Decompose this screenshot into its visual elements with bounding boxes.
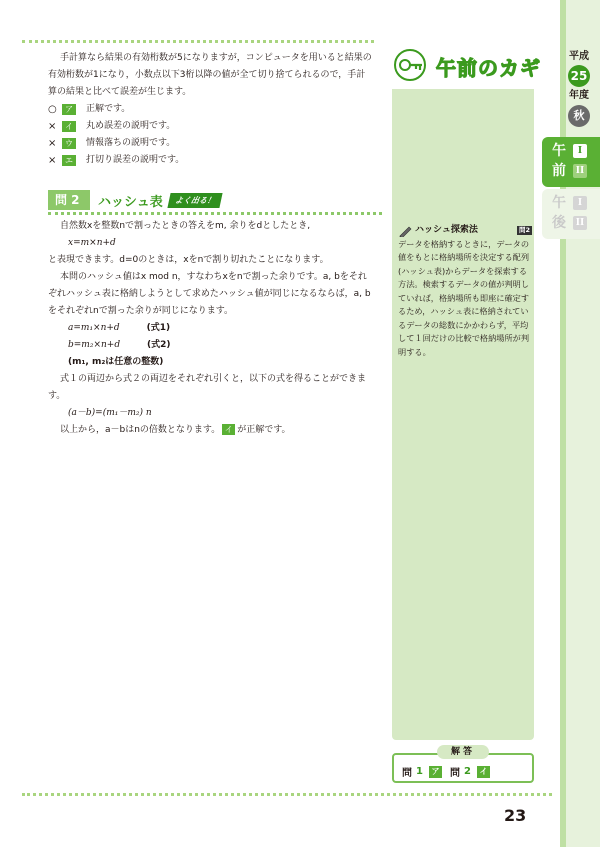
option-row xyxy=(48,152,382,169)
page-number: 23 xyxy=(504,806,527,825)
key-points-panel xyxy=(392,89,534,740)
tab-morning-part-1: I xyxy=(573,144,587,158)
conclusion-text: 以上から，a－bはnの倍数となります。 xyxy=(60,425,221,435)
tab-morning-part-2: II xyxy=(573,164,587,178)
glossary-item-title: ハッシュ探索法 xyxy=(415,225,478,235)
year-suffix: 年度 xyxy=(569,90,589,101)
era-label: 平成 xyxy=(569,51,589,62)
year-badge: 25 xyxy=(568,65,590,87)
equation-note: (m₁, m₂は任意の整数) xyxy=(68,357,164,367)
intro-line-3: 算の結果と比べて誤差が生じます。 xyxy=(48,87,192,97)
body-line: と表現できます。d=0のときは，xをnで割り切れたことになります。 xyxy=(48,255,329,265)
body-line: 自然数xを整数nで割ったときの答えをm, 余りをdとしたとき, xyxy=(60,221,311,231)
bottom-dotted-rule xyxy=(22,793,552,796)
tab-afternoon-part-2: II xyxy=(573,216,587,230)
tab-morning-label: 午前 xyxy=(552,143,566,179)
key-points-title: 午前のカギ xyxy=(436,55,541,80)
previous-answer-explanation xyxy=(48,50,382,169)
season-badge: 秋 xyxy=(568,105,590,127)
glossary-item-header xyxy=(398,224,532,238)
body-line: 式１の両辺から式２の両辺をそれぞれ引くと，以下の式を得ることができま xyxy=(60,374,367,384)
question-heading xyxy=(48,189,382,211)
key-icon xyxy=(392,48,434,84)
intro-line-1: 手計算なら結果の有効桁数が5になりますが，コンピュータを用いると結果の xyxy=(60,53,372,63)
option-badge: ア xyxy=(62,104,76,115)
exam-period xyxy=(562,50,596,127)
glossary-item-text: データを格納するときに，データの値をもとに格納場所を決定する配列(ハッシュ表)からデータを探索する方法。検索するデータの値が判明していれば，格納場所も即座に確定するため，ハッシュ表に格納されているデータの総数にかかわらず，平均して１回だけの比較で格納場所が判明する。 xyxy=(398,238,530,357)
intro-line-2: 有効桁数が1になり，小数点以下3桁以降の値が全て切り捨てられるので，手計 xyxy=(48,70,366,80)
body-line: す。 xyxy=(48,391,66,401)
option-text: 打切り誤差の説明です。 xyxy=(86,155,185,165)
side-index xyxy=(560,0,600,847)
answer-q1-number: 1 xyxy=(416,766,423,777)
option-row xyxy=(48,135,382,152)
answer-row xyxy=(402,764,490,779)
option-text: 丸め誤差の説明です。 xyxy=(86,121,176,131)
option-badge: エ xyxy=(62,155,76,166)
option-mark: × xyxy=(48,155,57,166)
answer-q1-badge: ア xyxy=(429,766,442,778)
frequent-badge: よく出る！ xyxy=(167,193,222,208)
answer-q2-number: 2 xyxy=(463,766,471,777)
body-line: 本問のハッシュ値はx mod n，すなわちxをnで割った余りです。a, bをそれ xyxy=(60,272,367,282)
glossary-item xyxy=(398,224,532,359)
question-number: 問 2 xyxy=(48,190,90,210)
option-badge: イ xyxy=(62,121,76,132)
option-text: 正解です。 xyxy=(86,104,131,114)
body-line: ぞれハッシュ表に格納しようとして求めたハッシュ値が同じになるならば，a, b xyxy=(48,289,371,299)
question-underline xyxy=(48,212,382,215)
equation: b=m₂×n+d xyxy=(68,340,121,350)
answer-label: 解答 xyxy=(437,745,489,759)
tab-morning[interactable] xyxy=(542,137,600,187)
answer-badge: イ xyxy=(222,424,235,435)
equation-row xyxy=(48,337,382,354)
body-line: をそれぞれnで割った余りが同じになります。 xyxy=(48,306,233,316)
top-dotted-rule xyxy=(22,40,374,43)
equation-row xyxy=(48,320,382,337)
answer-q2-badge: イ xyxy=(477,766,490,778)
conclusion-text-end: が正解です。 xyxy=(237,425,291,435)
answer-q1-prefix: 問 xyxy=(402,768,412,779)
glossary-item-tag: 問2 xyxy=(518,226,530,235)
option-mark: × xyxy=(48,121,57,132)
equation-label: (式2) xyxy=(146,340,171,350)
equation: (a－b)=(m₁－m₂) n xyxy=(68,408,152,418)
option-mark: × xyxy=(48,138,57,149)
equation-label: (式1) xyxy=(146,323,171,333)
answer-q2-prefix: 問 xyxy=(449,768,460,779)
option-badge: ウ xyxy=(62,138,76,149)
key-points-header xyxy=(392,45,542,87)
option-row xyxy=(48,101,382,118)
tab-afternoon[interactable] xyxy=(542,189,600,239)
equation: x=m×n+d xyxy=(68,238,116,248)
tab-afternoon-label: 午後 xyxy=(552,195,566,231)
question-explanation xyxy=(48,218,382,439)
equation: a=m₁×n+d xyxy=(68,323,120,333)
side-index-strip xyxy=(560,0,566,847)
option-text: 情報落ちの説明です。 xyxy=(86,138,176,148)
option-row xyxy=(48,118,382,135)
question-title: ハッシュ表 xyxy=(98,194,163,210)
conclusion-line xyxy=(48,422,382,439)
pencil-icon xyxy=(398,225,412,237)
tab-afternoon-part-1: I xyxy=(573,196,587,210)
option-mark: ○ xyxy=(48,104,57,115)
